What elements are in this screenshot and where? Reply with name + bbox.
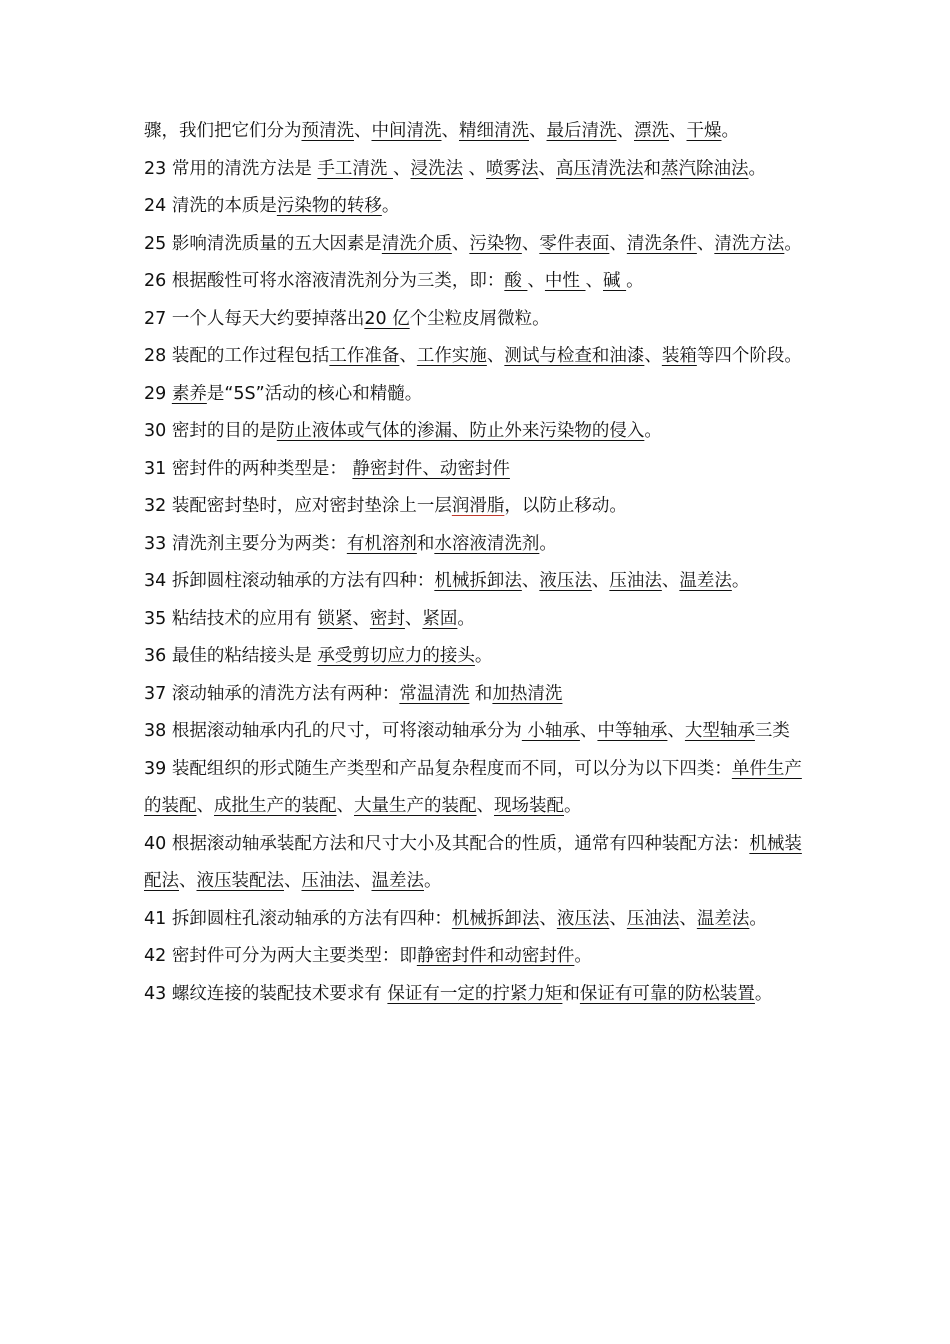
question-text: 25 影响清洗质量的五大因素是: [144, 233, 382, 254]
answer-blank: 碱: [603, 271, 627, 291]
question-text: 骤，我们把它们分为: [144, 121, 302, 141]
answer-blank: 清洗方法: [714, 233, 785, 254]
question-line: [144, 938, 809, 976]
question-text: 42 密封件可分为两大主要类型：即: [144, 946, 417, 966]
question-text: 36 最佳的粘结接头是: [144, 646, 318, 666]
question-text: 、: [609, 233, 627, 254]
answer-blank: 中性: [544, 271, 586, 291]
question-text: 、: [521, 571, 540, 591]
question-text: 、: [462, 158, 487, 179]
question-text: 、: [585, 271, 603, 291]
question-text: 41 拆卸圆柱孔滚动轴承的方法有四种：: [144, 908, 452, 929]
question-text: 、: [521, 233, 540, 254]
answer-blank: 手工清洗: [317, 158, 393, 179]
question-text: 、: [352, 608, 370, 629]
answer-blank: 工作准备: [329, 346, 400, 366]
answer-blank: 温差法: [679, 571, 732, 591]
question-text: 、: [609, 908, 627, 929]
question-line: [144, 263, 809, 301]
answer-blank: 液压装配法: [196, 871, 284, 891]
answer-blank: 密封: [369, 608, 405, 629]
answer-blank: 静密封件、动密封件: [352, 458, 510, 479]
question-text: 。: [574, 946, 592, 966]
answer-blank: 防止液体或气体的渗漏、防止外来污染物的侵入: [276, 421, 645, 441]
question-text: 。: [474, 646, 493, 666]
question-line: [144, 413, 809, 451]
answer-blank: 高压清洗法: [556, 158, 644, 179]
question-text: 。: [754, 983, 773, 1004]
answer-blank: 液压法: [539, 571, 592, 591]
answer-blank: 零件表面: [539, 233, 610, 254]
question-text: 34 拆卸圆柱滚动轴承的方法有四种：: [144, 571, 435, 591]
answer-blank: 最后清洗: [546, 121, 617, 141]
question-line: [144, 601, 809, 639]
question-line: [144, 113, 809, 151]
question-line: [144, 563, 809, 601]
question-text: 、: [451, 233, 470, 254]
question-text: 40 根据滚动轴承装配方法和尺寸大小及其配合的性质，通常有四种装配方法：: [144, 833, 750, 854]
question-text: 、: [486, 346, 505, 366]
answer-blank: 承受剪切应力的接头: [317, 646, 475, 666]
question-line: [144, 451, 809, 489]
question-text: 、: [179, 871, 197, 891]
question-text: 32 装配密封垫时，应对密封垫涂上一层: [144, 496, 452, 516]
answer-blank: 保证有一定的拧紧力矩: [387, 983, 563, 1004]
question-text: 、: [538, 158, 557, 179]
answer-blank: 加热清洗: [492, 683, 563, 704]
question-text: 、: [667, 721, 685, 741]
question-line: [144, 676, 809, 714]
question-text: 是“5S”活动的核心和精髓。: [206, 383, 423, 404]
answer-blank: 浸洗法: [410, 158, 463, 179]
question-line: [144, 638, 809, 676]
answer-blank: 成批生产的装配: [214, 796, 337, 816]
question-text: 。: [457, 608, 475, 629]
question-text: 23 常用的清洗方法是: [144, 158, 318, 179]
question-text: 、: [527, 271, 545, 291]
question-text: 、: [669, 121, 687, 141]
question-line: [144, 226, 809, 264]
question-text: 。: [784, 233, 802, 254]
question-text: 、: [661, 571, 680, 591]
document-body: [144, 113, 809, 1013]
answer-blank: 机械拆卸法: [434, 571, 522, 591]
question-text: 。: [731, 571, 750, 591]
question-line: [144, 826, 809, 901]
question-line: [144, 151, 809, 189]
answer-blank: 污染物: [469, 233, 522, 254]
answer-blank: 大型轴承: [684, 721, 755, 741]
question-text: 、: [404, 608, 423, 629]
question-line: [144, 751, 809, 826]
question-text: 、: [579, 721, 598, 741]
answer-blank: 工作实施: [416, 346, 487, 366]
question-text: 、: [529, 121, 547, 141]
answer-blank: 预清洗: [301, 121, 354, 141]
question-text: 38 根据滚动轴承内孔的尺寸，可将滚动轴承分为: [144, 721, 522, 741]
question-text: 。: [721, 121, 739, 141]
question-line: [144, 526, 809, 564]
question-text: 31 密封件的两种类型是：: [144, 458, 353, 479]
answer-blank: 单件生产的装配: [144, 758, 802, 816]
answer-blank: 机械拆卸法: [451, 908, 540, 929]
question-text: 39 装配组织的形式随生产类型和产品复杂程度而不同，可以分为以下四类：: [144, 758, 732, 779]
question-line: [144, 713, 809, 751]
answer-blank: 素养: [171, 383, 207, 404]
question-text: 30 密封的目的是: [144, 421, 277, 441]
question-text: 28 装配的工作过程包括: [144, 346, 330, 366]
question-text: 、: [354, 121, 372, 141]
question-text: 。: [644, 421, 662, 441]
question-line: [144, 301, 809, 339]
question-text: 、: [476, 796, 494, 816]
question-text: 、: [644, 346, 662, 366]
question-line: [144, 188, 809, 226]
question-text: 、: [591, 571, 610, 591]
question-text: 、: [392, 158, 411, 179]
answer-blank: 压油法: [301, 871, 354, 891]
question-text: 33 清洗剂主要分为两类：: [144, 533, 347, 554]
question-text: 。: [381, 196, 400, 216]
answer-blank: 紧固: [422, 608, 458, 629]
answer-blank: 机械装配法: [144, 833, 802, 891]
question-text: 24 清洗的本质是: [144, 196, 277, 216]
question-text: 。: [424, 871, 442, 891]
question-text: 26 根据酸性可将水溶液清洗剂分为三类，即：: [144, 271, 505, 291]
answer-blank: 小轴承: [521, 721, 580, 741]
question-text: 、: [539, 908, 557, 929]
question-text: 。: [626, 271, 644, 291]
question-text: 和: [469, 683, 493, 704]
answer-blank: 酸: [504, 271, 528, 291]
answer-blank: 常温清洗: [399, 683, 470, 704]
answer-blank: 干燥: [686, 121, 722, 141]
answer-blank: 装箱: [661, 346, 697, 366]
answer-blank: 污染物的转移: [276, 196, 382, 216]
question-text: 27 一个人每天大约要掉落出: [144, 308, 365, 329]
answer-blank: 中等轴承: [597, 721, 668, 741]
answer-blank: 喷雾法: [486, 158, 539, 179]
question-text: 、: [354, 871, 372, 891]
answer-blank: 有机溶剂: [346, 533, 417, 554]
answer-blank: 20 亿: [364, 308, 410, 329]
answer-blank: 测试与检查和油漆: [504, 346, 645, 366]
question-line: [144, 376, 809, 414]
answer-blank: 清洗介质: [381, 233, 452, 254]
question-line: [144, 488, 809, 526]
answer-blank: 压油法: [609, 571, 662, 591]
question-text: 。: [539, 533, 557, 554]
answer-blank: 漂洗: [634, 121, 669, 141]
answer-blank: 压油法: [626, 908, 680, 929]
answer-blank: 静密封件和动密封件: [416, 946, 575, 966]
question-text: 43 螺纹连接的装配技术要求有: [144, 983, 388, 1004]
question-text: 29: [144, 383, 172, 404]
answer-blank: 润滑脂: [451, 496, 505, 516]
answer-blank: 温差法: [371, 871, 424, 891]
answer-blank: 保证有可靠的防松装置: [579, 983, 755, 1004]
question-text: 、: [616, 121, 634, 141]
question-text: 和: [416, 533, 435, 554]
question-line: [144, 338, 809, 376]
question-text: 。: [749, 908, 767, 929]
question-text: 、: [284, 871, 302, 891]
question-text: 和: [643, 158, 662, 179]
answer-blank: 精细清洗: [459, 121, 529, 141]
question-text: 三类: [754, 721, 790, 741]
question-text: 等四个阶段。: [696, 346, 802, 366]
question-text: 。: [564, 796, 582, 816]
question-text: 和: [562, 983, 580, 1004]
question-text: 、: [196, 796, 214, 816]
question-text: 、: [399, 346, 417, 366]
question-text: 37 滚动轴承的清洗方法有两种：: [144, 683, 400, 704]
answer-blank: 现场装配: [494, 796, 564, 816]
answer-blank: 温差法: [696, 908, 750, 929]
question-text: 个尘粒皮屑微粒。: [409, 308, 550, 329]
question-text: ，以防止移动。: [504, 496, 627, 516]
answer-blank: 液压法: [556, 908, 610, 929]
answer-blank: 大量生产的装配: [354, 796, 477, 816]
question-text: 。: [748, 158, 767, 179]
answer-blank: 蒸汽除油法: [661, 158, 749, 179]
question-text: 、: [441, 121, 459, 141]
question-text: 、: [336, 796, 354, 816]
question-line: [144, 976, 809, 1014]
answer-blank: 中间清洗: [371, 121, 442, 141]
question-text: 、: [679, 908, 697, 929]
question-text: 、: [696, 233, 715, 254]
question-line: [144, 901, 809, 939]
question-text: 35 粘结技术的应用有: [144, 608, 318, 629]
answer-blank: 锁紧: [317, 608, 353, 629]
answer-blank: 清洗条件: [626, 233, 697, 254]
answer-blank: 水溶液清洗剂: [434, 533, 540, 554]
